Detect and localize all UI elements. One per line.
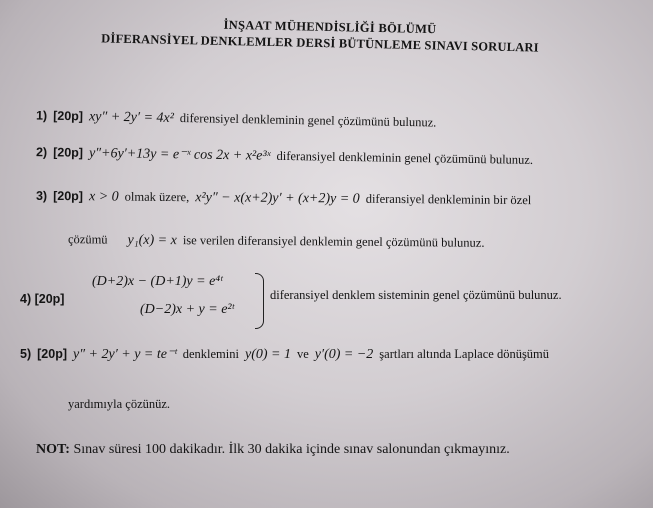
question-5-condition-1: y(0) = 1 [244, 347, 291, 362]
question-3-line2-text: ise verilen diferansiyel denklemin genel çözümünü bulunuz. [182, 233, 485, 250]
question-5-line2-text: yardımıyla çözünüz. [68, 397, 171, 411]
question-5-line-2 [68, 397, 170, 412]
question-2-text: diferansiyel denkleminin genel çözümünü bulunuz. [276, 148, 534, 167]
question-2 [36, 144, 533, 169]
question-4-number-label: 4) [20, 292, 32, 306]
question-3-line-2 [68, 232, 485, 252]
question-3-number: 3) [35, 188, 48, 203]
question-5-text-a: denklemini [182, 347, 239, 361]
note-label: NOT: [36, 442, 70, 457]
question-3-equation: x²y″ − x(x+2)y′ + (x+2)y = 0 [195, 190, 360, 207]
exam-title: DİFERANSİYEL DENKLEMLER DERSİ BÜTÜNLEME SINAVI SORULARI [101, 31, 539, 55]
question-1-equation: xy″ + 2y′ = 4x² [88, 109, 174, 126]
question-5-condition-2: y′(0) = −2 [314, 347, 374, 362]
exam-note [36, 442, 510, 458]
note-text: Sınav süresi 100 dakikadır. İlk 30 dakika içinde sınav salonundan çıkmayınız. [73, 442, 510, 457]
department-title: İNŞAAT MÜHENDİSLİĞİ BÖLÜMÜ [223, 17, 437, 37]
question-4-number [20, 292, 64, 306]
question-5-equation: y″ + 2y′ + y = te⁻ᵗ [73, 347, 177, 362]
question-2-number: 2) [35, 145, 48, 160]
question-3-condition-text: olmak üzere, [124, 189, 190, 205]
question-3-condition: x > 0 [88, 189, 119, 205]
question-3-line2-prefix: çözümü [67, 232, 108, 247]
question-2-equation: y″+6y′+13y = e⁻ˣ cos 2x + x²e³ˣ [88, 145, 271, 164]
system-brace [255, 273, 264, 329]
question-5-points: [20p] [37, 347, 67, 361]
question-4-eq2: (D−2)x + y = e²ᵗ [140, 302, 234, 317]
question-4-eq1: (D+2)x − (D+1)y = e⁴ᵗ [92, 274, 223, 289]
question-5-number: 5) [20, 347, 32, 361]
question-1-number: 1) [35, 108, 48, 123]
question-5-text-b: ve [296, 347, 309, 361]
question-5 [20, 346, 549, 363]
question-1 [36, 109, 437, 132]
question-1-points: [20p] [53, 108, 84, 124]
question-3-points: [20p] [53, 188, 84, 204]
question-2-points: [20p] [53, 145, 84, 160]
question-5-text-c: şartları altında Laplace dönüşümü [379, 347, 550, 361]
question-3-text: diferansiyel denkleminin bir özel [365, 191, 532, 208]
question-3 [36, 189, 531, 209]
question-4-points: [20p] [34, 292, 65, 306]
question-4-text: diferansiyel denklem sisteminin genel çözümünü bulunuz. [270, 288, 562, 302]
question-1-text: diferensiyel denkleminin genel çözümünü bulunuz. [179, 111, 437, 130]
question-3-line2-equation: y₁(x) = x [127, 232, 177, 249]
question-4-system [92, 274, 267, 330]
